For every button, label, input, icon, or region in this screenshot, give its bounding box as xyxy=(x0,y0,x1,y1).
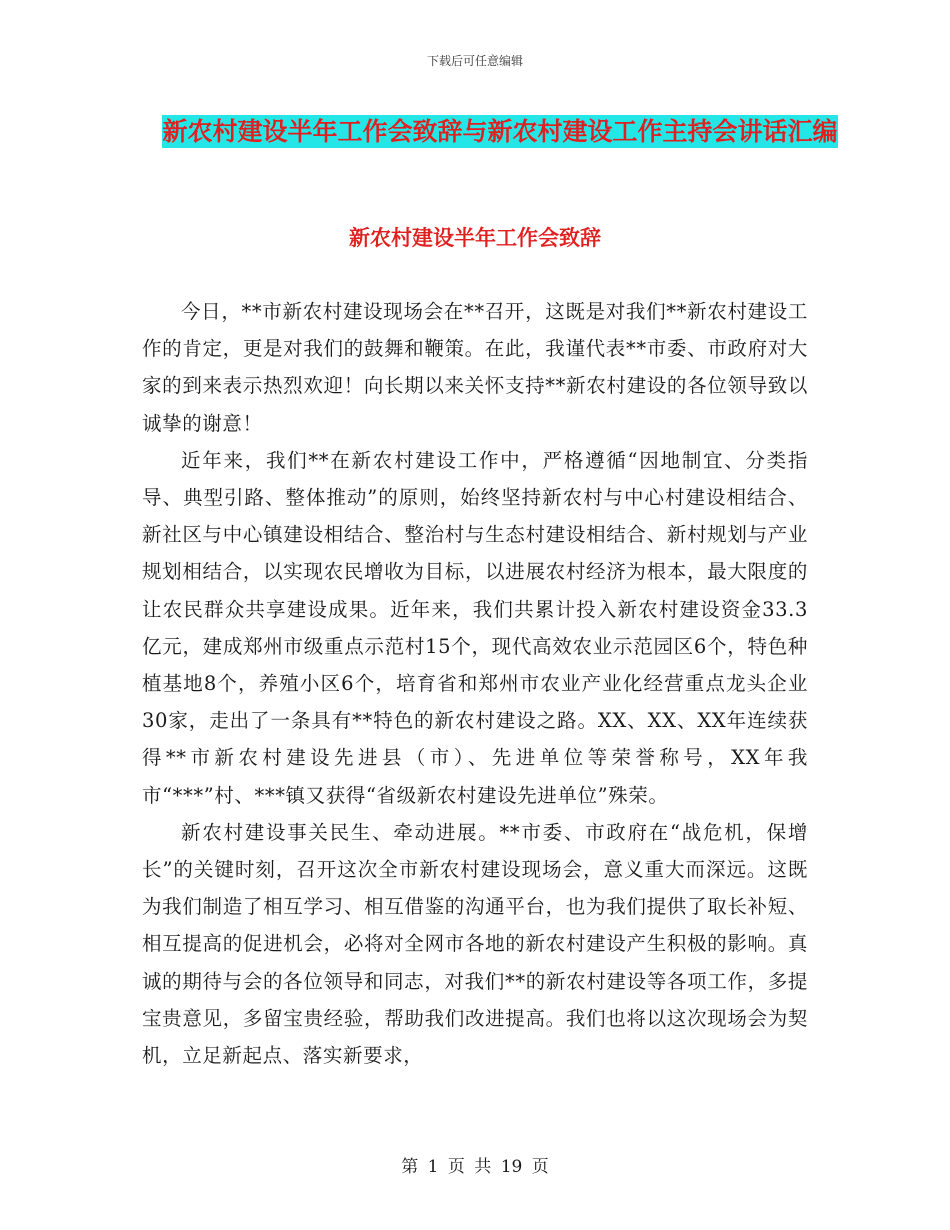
paragraph-2: 近年来，我们**在新农村建设工作中，严格遵循“因地制宜、分类指导、典型引路、整体推动”的原则，始终坚持新农村与中心村建设相结合、新社区与中心镇建设相结合、整治村与生态村建设相结合、新村规划与产业规划相结合，以实现农民增收为目标，以进展农村经济为根本，最大限度的让农民群众共享建设成果。近年来，我们共累计投入新农村建设资金33.3亿元，建成郑州市级重点示范村15个，现代高效农业示范园区6个，特色种植基地8个，养殖小区6个，培育省和郑州市农业产业化经营重点龙头企业30家，走出了一条具有**特色的新农村建设之路。XX、XX、XX年连续获得**市新农村建设先进县（市）、先进单位等荣誉称号，XX年我市“***”村、***镇又获得“省级新农村建设先进单位”殊荣。 xyxy=(142,448,808,807)
section-title: 新农村建设半年工作会致辞 xyxy=(349,225,601,250)
paragraph-1: 今日，**市新农村建设现场会在**召开，这既是对我们**新农村建设工作的肯定，更是对我们的鼓舞和鞭策。在此，我谨代表**市委、市政府对大家的到来表示热烈欢迎！向长期以来关怀支持**新农村建设的各位领导致以诚挚的谢意！ xyxy=(142,300,808,435)
document-title xyxy=(140,108,860,156)
body-text xyxy=(142,293,808,1074)
page-number: 第 1 页 共 19 页 xyxy=(401,1157,549,1177)
page-header-note: 下载后可任意编辑 xyxy=(426,54,523,68)
paragraph-3: 新农村建设事关民生、牵动进展。**市委、市政府在“战危机，保增长”的关键时刻，召开这次全市新农村建设现场会，意义重大而深远。这既为我们制造了相互学习、相互借鉴的沟通平台，也为我们提供了取长补短、相互提高的促进机会，必将对全网市各地的新农村建设产生积极的影响。真诚的期待与会的各位领导和同志，对我们**的新农村建设等各项工作，多提宝贵意见，多留宝贵经验，帮助我们改进提高。我们也将以这次现场会为契机，立足新起点、落实新要求， xyxy=(142,820,808,1068)
document-title-text: 新农村建设半年工作会致辞与新农村建设工作主持会讲话汇编 xyxy=(162,117,838,146)
